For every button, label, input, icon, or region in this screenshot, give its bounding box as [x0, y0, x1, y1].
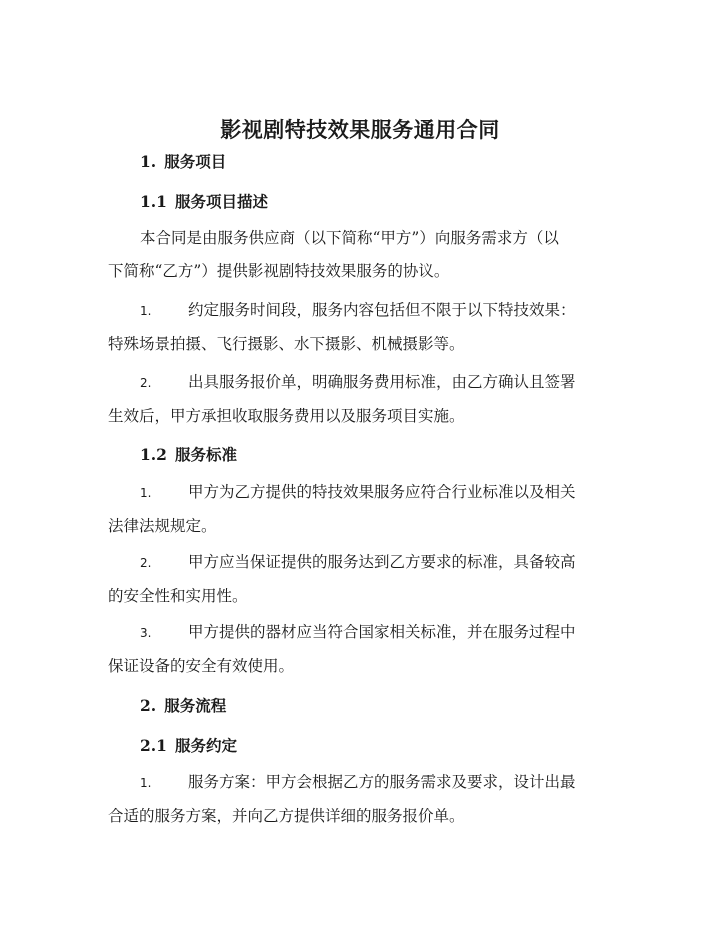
list-item-text: 的安全性和实用性。 [108, 587, 248, 605]
list-item-text: 约定服务时间段，服务内容包括但不限于以下特技效果： [188, 301, 576, 319]
list-item-text: 生效后，甲方承担收取服务费用以及服务项目实施。 [108, 407, 465, 425]
list-item-text: 特殊场景拍摄、飞行摄影、水下摄影、机械摄影等。 [108, 335, 465, 353]
list-item-text: 甲方为乙方提供的特技效果服务应符合行业标准以及相关 [188, 483, 576, 501]
subsection-heading-1-2 [140, 443, 237, 465]
list-item-text: 服务方案：甲方会根据乙方的服务需求及要求，设计出最 [188, 773, 576, 791]
section-number: 2. [140, 696, 157, 715]
list-item-text: 合适的服务方案，并向乙方提供详细的服务报价单。 [108, 807, 465, 825]
subsection-title: 服务标准 [174, 445, 237, 464]
subsection-number: 1.1 [140, 192, 167, 211]
subsection-number: 1.2 [140, 445, 167, 464]
list-item [108, 366, 606, 433]
list-item-number: 1. [140, 304, 152, 318]
list-item-text: 出具服务报价单，明确服务费用标准，由乙方确认且签署 [188, 373, 576, 391]
subsection-heading-2-1 [140, 734, 237, 756]
list-item [108, 616, 606, 683]
list-item [108, 766, 606, 833]
list-item-text: 甲方应当保证提供的服务达到乙方要求的标准，具备较高 [188, 553, 576, 571]
intro-paragraph [108, 222, 606, 288]
subsection-heading-1-1 [140, 190, 268, 212]
section-heading-1 [140, 150, 226, 172]
list-item [108, 476, 606, 543]
paragraph-line: 下简称“乙方”）提供影视剧特技效果服务的协议。 [108, 262, 450, 280]
list-item-number: 1. [140, 486, 152, 500]
subsection-number: 2.1 [140, 736, 167, 755]
section-title: 服务流程 [164, 696, 227, 715]
subsection-title: 服务约定 [174, 736, 237, 755]
list-item [108, 294, 606, 361]
list-item-text: 法律法规规定。 [108, 517, 217, 535]
section-title: 服务项目 [164, 152, 227, 171]
list-item [108, 546, 606, 613]
list-item-text: 保证设备的安全有效使用。 [108, 657, 295, 675]
paragraph-line: 本合同是由服务供应商（以下简称“甲方”）向服务需求方（以 [140, 229, 559, 247]
list-item-text: 甲方提供的器材应当符合国家相关标准，并在服务过程中 [188, 623, 576, 641]
section-heading-2 [140, 694, 226, 716]
list-item-number: 2. [140, 376, 152, 390]
list-item-number: 3. [140, 626, 152, 640]
list-item-number: 2. [140, 556, 152, 570]
subsection-title: 服务项目描述 [174, 192, 268, 211]
document-title: 影视剧特技效果服务通用合同 [220, 117, 500, 142]
section-number: 1. [140, 152, 157, 171]
list-item-number: 1. [140, 776, 152, 790]
